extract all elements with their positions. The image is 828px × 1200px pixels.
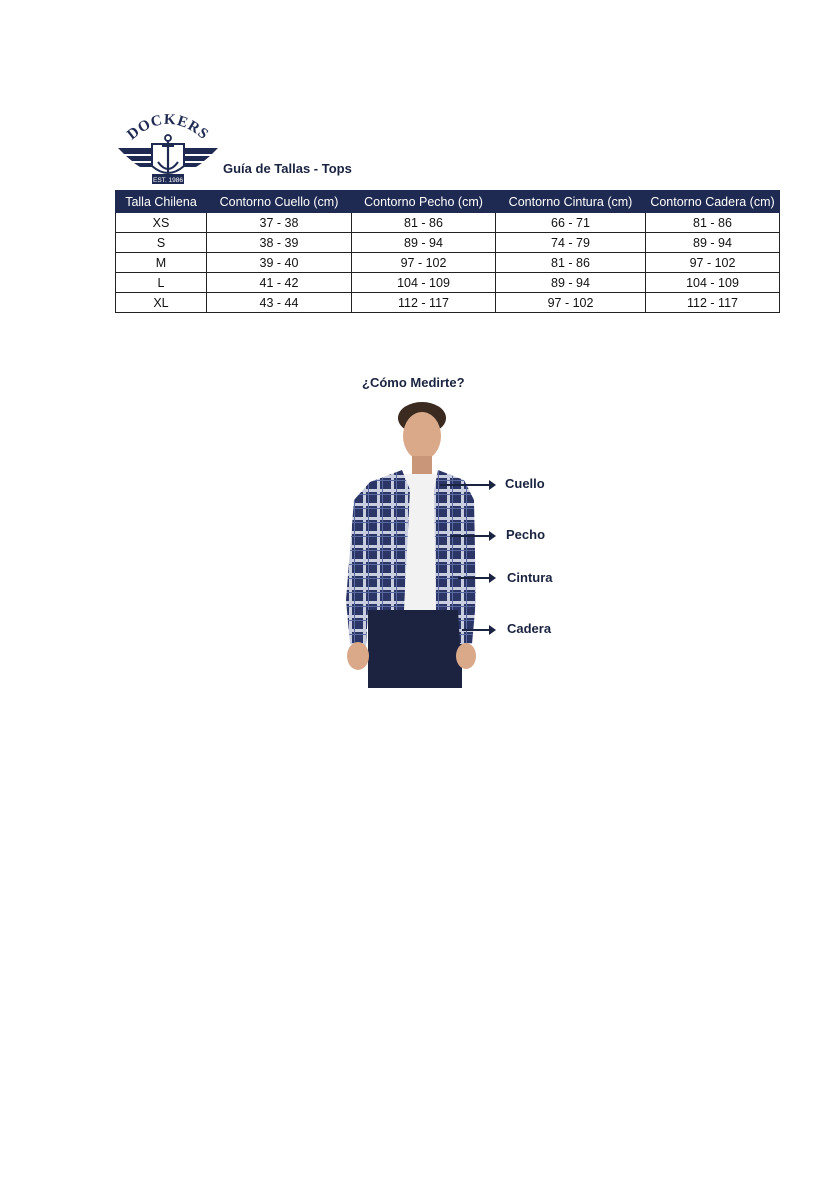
page-title: Guía de Tallas - Tops [223,161,352,176]
table-cell: 89 - 94 [646,233,780,253]
table-cell: 41 - 42 [207,273,352,293]
table-row [116,293,780,313]
table-cell: XL [116,293,207,313]
waist-label: Cintura [507,570,553,585]
neck-arrow [440,484,490,486]
table-cell: 104 - 109 [646,273,780,293]
table-cell: 66 - 71 [496,213,646,233]
table-cell: XS [116,213,207,233]
table-cell: 89 - 94 [496,273,646,293]
table-cell: 81 - 86 [646,213,780,233]
size-table [115,190,780,313]
neck-label: Cuello [505,476,545,491]
table-cell: 112 - 117 [352,293,496,313]
table-cell: 97 - 102 [646,253,780,273]
table-cell: 97 - 102 [496,293,646,313]
table-cell: M [116,253,207,273]
logo-est-text: EST. 1986 [153,177,183,184]
model-illustration [330,400,490,688]
hip-label: Cadera [507,621,552,636]
table-cell: S [116,233,207,253]
waist-arrow [458,577,490,579]
table-row [116,233,780,253]
table-cell: 112 - 117 [646,293,780,313]
table-cell: 43 - 44 [207,293,352,313]
header-waist: Contorno Cintura (cm) [496,191,646,213]
table-row [116,273,780,293]
table-cell: 89 - 94 [352,233,496,253]
table-cell: 37 - 38 [207,213,352,233]
table-cell: 104 - 109 [352,273,496,293]
table-cell: 74 - 79 [496,233,646,253]
table-cell: L [116,273,207,293]
table-header-row [116,191,780,213]
dockers-logo [116,110,220,190]
header-neck: Contorno Cuello (cm) [207,191,352,213]
hip-arrow [462,629,490,631]
table-cell: 81 - 86 [352,213,496,233]
table-cell: 39 - 40 [207,253,352,273]
header-hip: Contorno Cadera (cm) [646,191,780,213]
table-cell: 97 - 102 [352,253,496,273]
table-row [116,213,780,233]
table-cell: 38 - 39 [207,233,352,253]
svg-text:DOCKERS [124,112,211,144]
header-size: Talla Chilena [116,191,207,213]
header-chest: Contorno Pecho (cm) [352,191,496,213]
chest-label: Pecho [506,527,546,542]
chest-arrow [450,535,490,537]
logo-arc-text: DOCKERS [124,111,212,144]
table-row [116,253,780,273]
how-to-measure-title: ¿Cómo Medirte? [362,375,465,390]
table-cell: 81 - 86 [496,253,646,273]
